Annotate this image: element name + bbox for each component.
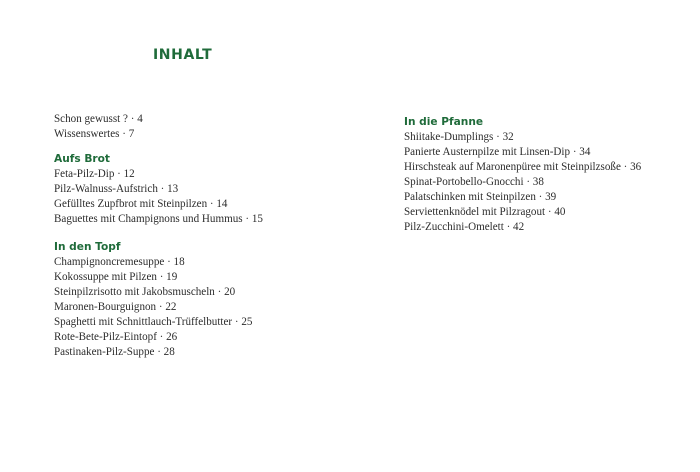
toc-entry: Steinpilzrisotto mit Jakobsmuscheln · 20 [54,286,236,298]
page-title: INHALT [153,47,213,63]
toc-entry: Schon gewusst ? · 4 [54,113,143,125]
toc-entry: Feta-Pilz-Dip · 12 [54,168,135,180]
toc-entry: Palatschinken mit Steinpilzen · 39 [404,191,557,203]
toc-entry: Champignoncremesuppe · 18 [54,256,185,268]
section-list-in-den-topf [54,255,252,360]
toc-entry: Baguettes mit Champignons und Hummus · 15 [54,213,263,225]
section-list-in-die-pfanne [404,130,641,235]
intro-list [54,112,143,142]
toc-entry: Shiitake-Dumplings · 32 [404,131,514,143]
toc-entry: Spinat-Portobello-Gnocchi · 38 [404,176,544,188]
section-heading-in-die-pfanne: In die Pfanne [404,116,484,128]
toc-entry: Serviettenknödel mit Pilzragout · 40 [404,206,566,218]
toc-entry: Pastinaken-Pilz-Suppe · 28 [54,346,175,358]
toc-entry: Pilz-Zucchini-Omelett · 42 [404,221,525,233]
toc-entry: Panierte Austernpilze mit Linsen-Dip · 34 [404,146,591,158]
toc-entry: Pilz-Walnuss-Aufstrich · 13 [54,183,179,195]
section-heading-in-den-topf: In den Topf [54,241,121,253]
toc-entry: Rote-Bete-Pilz-Eintopf · 26 [54,331,178,343]
toc-entry: Maronen-Bourguignon · 22 [54,301,177,313]
toc-entry: Wissenswertes · 7 [54,128,135,140]
toc-entry: Gefülltes Zupfbrot mit Steinpilzen · 14 [54,198,228,210]
section-heading-aufs-brot: Aufs Brot [54,153,110,165]
toc-entry: Hirschsteak auf Maronenpüree mit Steinpilzsoße · 36 [404,161,642,173]
toc-entry: Kokossuppe mit Pilzen · 19 [54,271,178,283]
toc-entry: Spaghetti mit Schnittlauch-Trüffelbutter · 25 [54,316,253,328]
section-list-aufs-brot [54,167,263,227]
